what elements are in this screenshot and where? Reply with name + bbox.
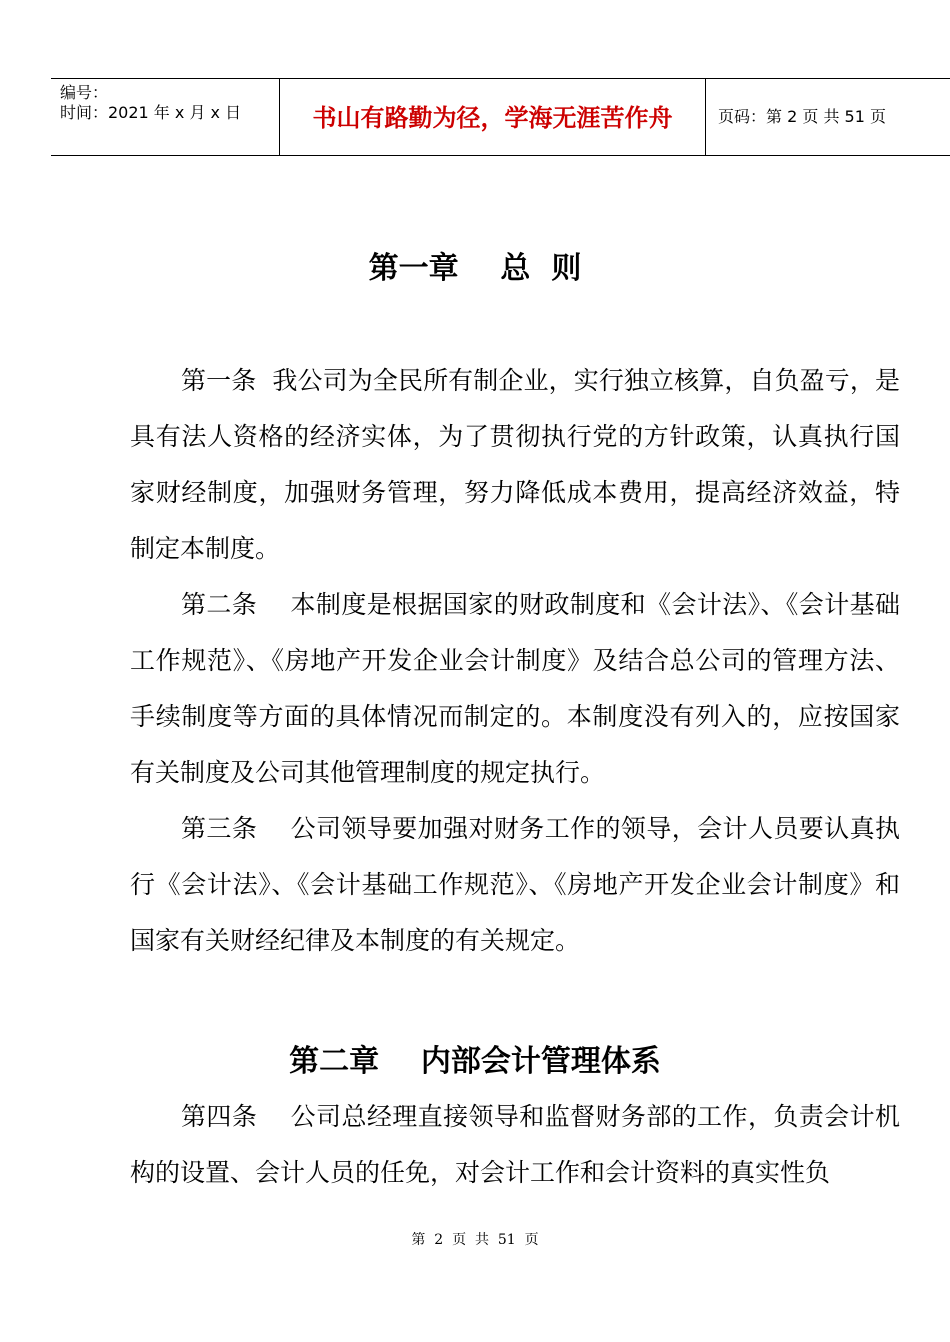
header-info-cell: [51, 79, 280, 155]
header-page-cell: [706, 79, 950, 155]
page-footer: 第 2 页 共 51 页: [411, 1232, 539, 1248]
article-3: 第三条 公司领导要加强对财务工作的领导，会计人员要认真执行《会计法》、《会计基础工作规范》、《房地产开发企业会计制度》和国家有关财经纪律及本制度的有关规定。: [130, 814, 900, 955]
header-motto-cell: [280, 79, 706, 155]
article-2: 第二条 本制度是根据国家的财政制度和《会计法》、《会计基础工作规范》、《房地产开发企业会计制度》及结合总公司的管理方法、手续制度等方面的具体情况而制定的。本制度没有列入的，应按国家有关制度及公司其他管理制度的规定执行。: [130, 590, 900, 787]
article-1: 第一条 我公司为全民所有制企业，实行独立核算，自负盈亏，是具有法人资格的经济实体，为了贯彻执行党的方针政策，认真执行国家财经制度，加强财务管理，努力降低成本费用，提高经济效益，特制定本制度。: [130, 366, 900, 563]
chapter-1-title: 第一章 总 则: [368, 251, 582, 286]
document-number-label: 编号：: [60, 83, 109, 102]
chapter-2-title: 第二章 内部会计管理体系: [289, 1044, 661, 1079]
header-page-code: 页码：第 2 页 共 51 页: [718, 107, 886, 126]
header-motto: 书山有路勤为径，学海无涯苦作舟: [312, 104, 673, 132]
article-4: 第四条 公司总经理直接领导和监督财务部的工作，负责会计机构的设置、会计人员的任免，对会计工作和会计资料的真实性负: [130, 1102, 900, 1187]
document-date-label: 时间：2021 年 x 月 x 日: [60, 103, 242, 122]
document-header: [51, 78, 950, 156]
